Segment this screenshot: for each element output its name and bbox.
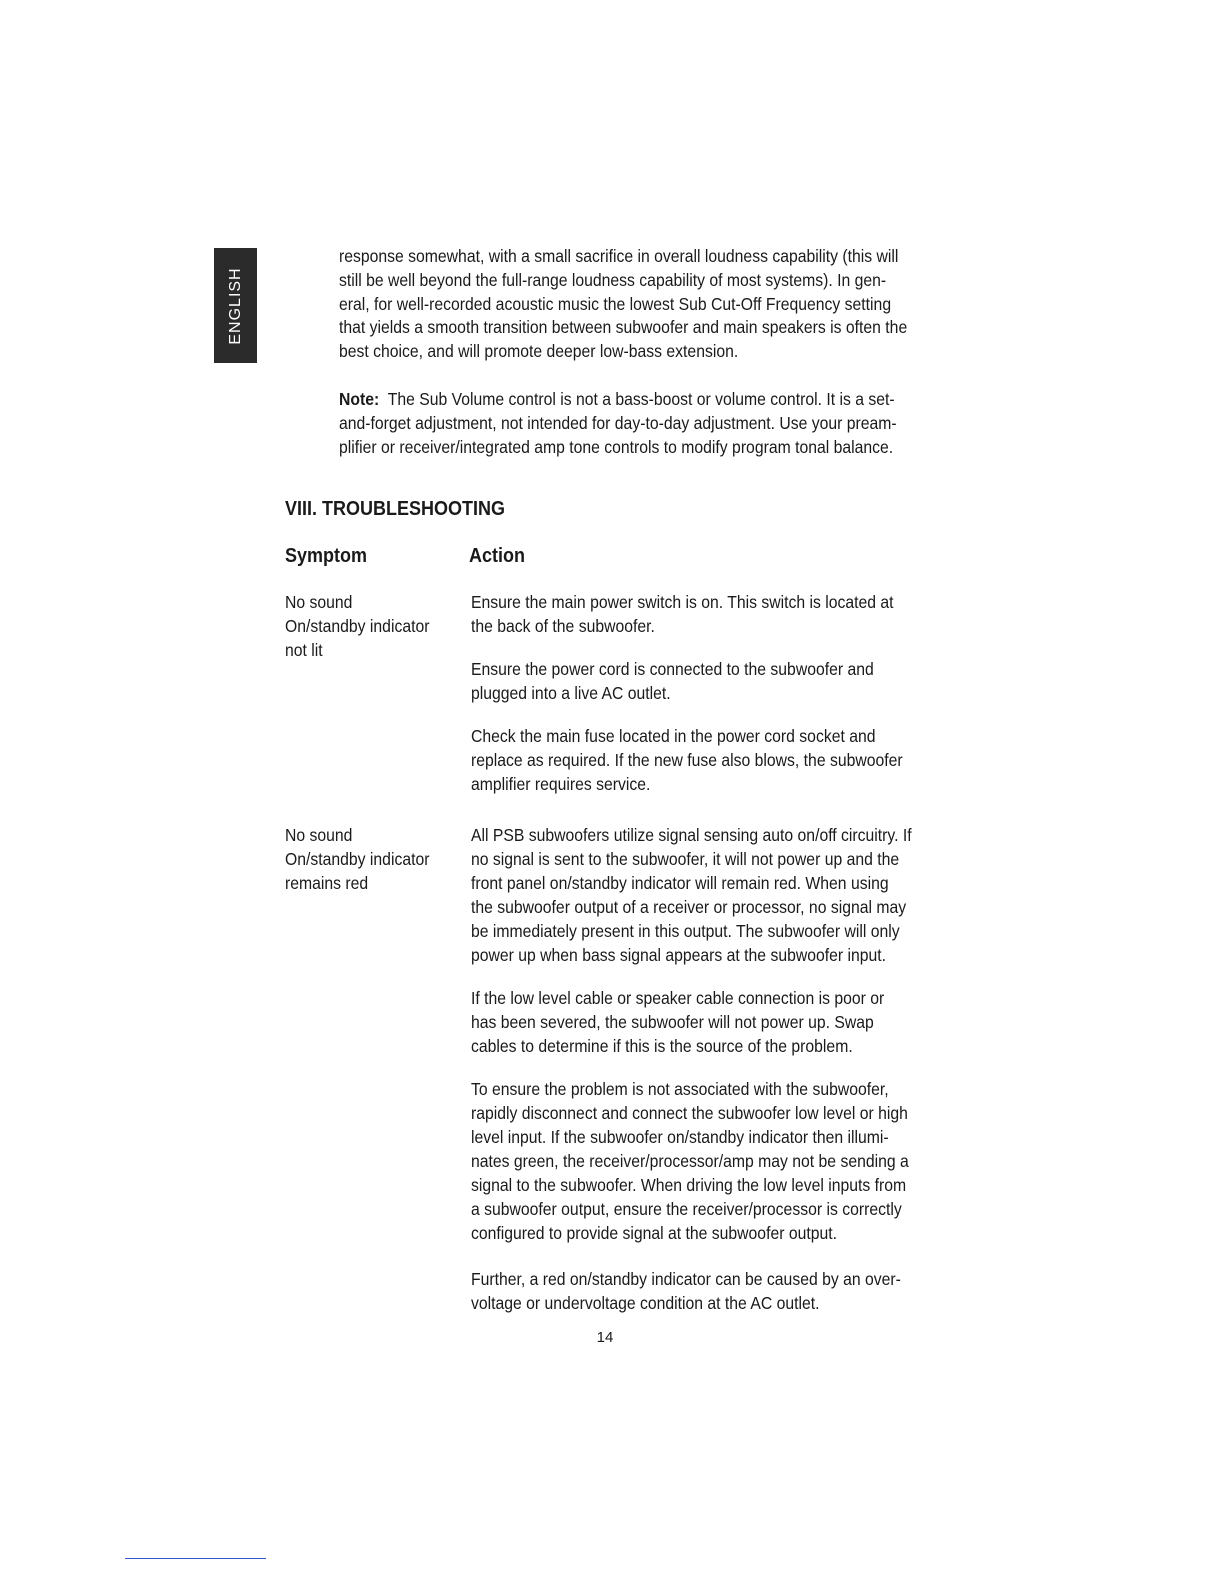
symptom-cell — [285, 590, 456, 662]
text-line: level input. If the subwoofer on/standby indicator then illumi- — [471, 1127, 889, 1147]
section-title: VIII. TROUBLESHOOTING — [285, 498, 506, 520]
action-paragraph — [471, 657, 939, 705]
text-line: signal to the subwoofer. When driving the low level inputs from — [471, 1175, 907, 1195]
symptom-line: No sound — [285, 592, 353, 612]
text-line: response somewhat, with a small sacrifice in overall loudness capability (this will — [339, 246, 899, 266]
action-paragraph — [471, 986, 939, 1058]
symptom-line: On/standby indicator — [285, 616, 430, 636]
text-line: plifier or receiver/integrated amp tone controls to modify program tonal balance. — [339, 436, 894, 457]
text-line: Further, a red on/standby indicator can be caused by an over- — [471, 1269, 901, 1289]
text-line: Check the main fuse located in the power cord socket and — [471, 726, 876, 746]
text-line: Ensure the main power switch is on. This switch is located at — [471, 592, 894, 612]
text-line: be immediately present in this output. The subwoofer will only — [471, 921, 900, 941]
text-line: nates green, the receiver/processor/amp may not be sending a — [471, 1151, 909, 1171]
symptom-line: not lit — [285, 640, 323, 660]
action-paragraph — [471, 724, 939, 796]
intro-paragraph — [339, 245, 933, 364]
text-line: that yields a smooth transition between subwoofer and main speakers is often the — [339, 317, 908, 338]
action-column-header: Action — [469, 545, 525, 567]
text-line: still be well beyond the full-range loudness capability of most systems). In gen- — [339, 269, 887, 290]
symptom-cell — [285, 823, 456, 895]
text-line: voltage or undervoltage condition at the AC outlet. — [471, 1293, 820, 1313]
footer-rule — [125, 1558, 266, 1559]
symptom-line: No sound — [285, 825, 353, 845]
text-line: and-forget adjustment, not intended for day-to-day adjustment. Use your pream- — [339, 412, 897, 433]
text-line: rapidly disconnect and connect the subwoofer low level or high — [471, 1103, 908, 1123]
text-line: replace as required. If the new fuse also blows, the subwoofer — [471, 750, 903, 770]
text-line: the subwoofer output of a receiver or processor, no signal may — [471, 897, 907, 917]
language-tab-label: ENGLISH — [226, 266, 244, 345]
text-line: amplifier requires service. — [471, 774, 651, 794]
action-paragraph — [471, 1267, 939, 1315]
page-number: 14 — [596, 1329, 614, 1346]
text-line: All PSB subwoofers utilize signal sensing auto on/off circuitry. If — [471, 825, 912, 845]
text-line: no signal is sent to the subwoofer, it will not power up and the — [471, 849, 900, 869]
text-line: configured to provide signal at the subwoofer output. — [471, 1223, 837, 1243]
text-line: front panel on/standby indicator will remain red. When using — [471, 873, 889, 893]
note-label: Note: — [339, 389, 380, 409]
text-line: Ensure the power cord is connected to the subwoofer and — [471, 659, 874, 679]
language-tab — [214, 248, 257, 363]
symptom-column-header: Symptom — [285, 545, 368, 567]
action-paragraph — [471, 590, 939, 638]
text-line: the back of the subwoofer. — [471, 616, 655, 636]
symptom-line: remains red — [285, 873, 369, 893]
text-line: eral, for well-recorded acoustic music the lowest Sub Cut-Off Frequency setting — [339, 293, 892, 314]
text-line: The Sub Volume control is not a bass-boost or volume control. It is a set- — [387, 389, 895, 409]
text-line: a subwoofer output, ensure the receiver/processor is correctly — [471, 1199, 902, 1219]
text-line: best choice, and will promote deeper low-bass extension. — [339, 341, 739, 362]
action-paragraph — [471, 1077, 939, 1245]
text-line: If the low level cable or speaker cable connection is poor or — [471, 988, 885, 1008]
symptom-line: On/standby indicator — [285, 849, 430, 869]
text-line: To ensure the problem is not associated with the subwoofer, — [471, 1079, 889, 1099]
text-line: has been severed, the subwoofer will not power up. Swap — [471, 1012, 874, 1032]
text-line: plugged into a live AC outlet. — [471, 683, 671, 703]
text-line: power up when bass signal appears at the subwoofer input. — [471, 945, 887, 965]
note-paragraph — [339, 388, 933, 459]
action-paragraph — [471, 823, 939, 967]
text-line: cables to determine if this is the source of the problem. — [471, 1036, 853, 1056]
